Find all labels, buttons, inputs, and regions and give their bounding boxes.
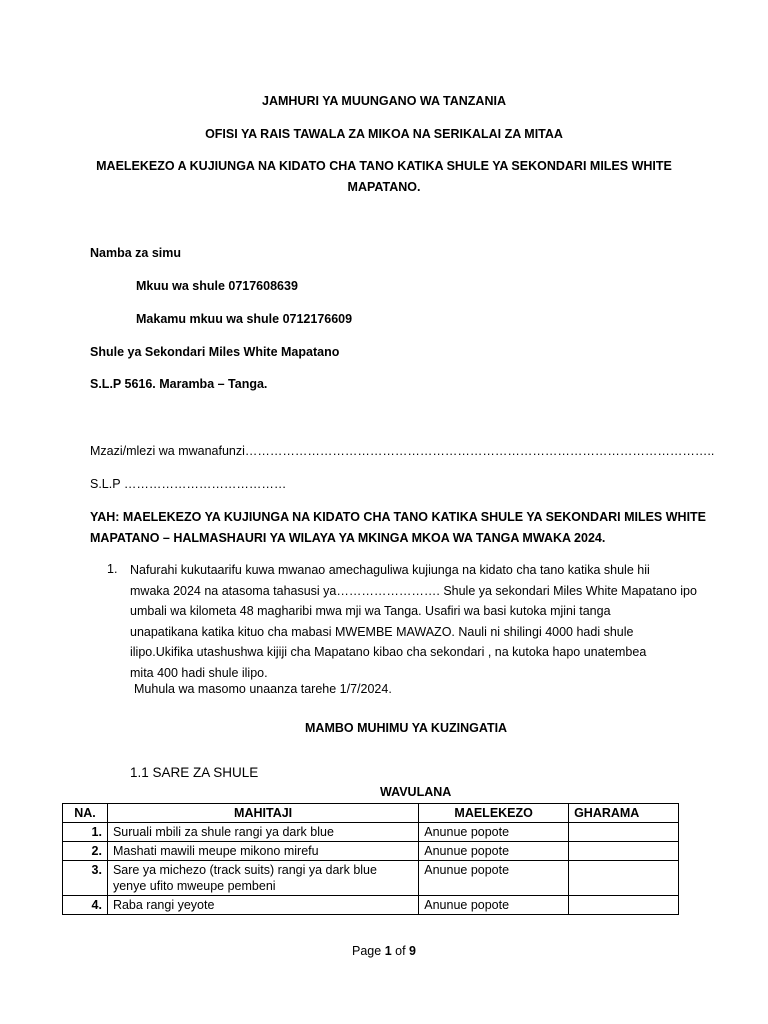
paragraph-line: unapatikana katika kituo cha mabasi MWEMBE MAWAZO. Nauli ni shilingi 4000 hadi shule [130, 624, 634, 639]
header-republic: JAMHURI YA MUUNGANO WA TANZANIA [262, 94, 506, 108]
paragraph-line: ilipo.Ukifika utashushwa kijiji cha Mapatano kibao cha sekondari , na kutoka hapo unatembea [130, 645, 647, 659]
item-paragraph [130, 560, 697, 683]
subject-line2: MAPATANO – HALMASHAURI YA WILAYA YA MKINGA MKOA WA TANGA MWAKA 2024. [90, 531, 606, 545]
column-header-requirement: MAHITAJI [107, 804, 418, 823]
guardian-line: Mzazi/mlezi wa mwanafunzi………………………………………………………………………………………………….. [90, 444, 715, 458]
paragraph-line: Nafurahi kukutaarifu kuwa mwanao amechaguliwa kujiunga na kidato cha tano katika shule hii [130, 563, 650, 577]
table-row [63, 823, 679, 842]
paragraph-line: mita 400 hadi shule ilipo. [130, 665, 268, 680]
row-direction: Anunue popote [419, 842, 569, 861]
current-page-number: 1 [384, 944, 392, 958]
page-footer [0, 944, 768, 958]
header-office: OFISI YA RAIS TAWALA ZA MIKOA NA SERIKALAI ZA MITAA [205, 127, 563, 141]
document-title-line2: MAPATANO. [347, 180, 421, 194]
phone-numbers-label: Namba za simu [90, 246, 182, 260]
row-direction: Anunue popote [419, 823, 569, 842]
item-number: 1. [107, 562, 118, 576]
column-header-direction: MAELEKEZO [419, 804, 569, 823]
table-row [63, 842, 679, 861]
row-requirement: Raba rangi yeyote [107, 896, 418, 915]
subject-line1: YAH: MAELEKEZO YA KUJIUNGA NA KIDATO CHA TANO KATIKA SHULE YA SEKONDARI MILES WHITE [90, 510, 707, 524]
school-address: S.L.P 5616. Maramba – Tanga. [90, 377, 268, 391]
row-number: 3. [63, 861, 108, 896]
row-direction: Anunue popote [419, 896, 569, 915]
row-number: 2. [63, 842, 108, 861]
row-direction: Anunue popote [419, 861, 569, 896]
row-cost [569, 861, 679, 896]
table-row [63, 861, 679, 896]
page-of-label: of [391, 944, 410, 958]
paragraph-line: mwaka 2024 na atasoma tahasusi ya……………………. Shule ya sekondari Miles White Mapatano ipo [130, 583, 697, 598]
row-requirement-line2: yenye ufito mweupe pembeni [112, 879, 276, 893]
row-number: 4. [63, 896, 108, 915]
row-requirement [107, 861, 418, 896]
row-cost [569, 823, 679, 842]
document-title-line1: MAELEKEZO A KUJIUNGA NA KIDATO CHA TANO KATIKA SHULE YA SEKONDARI MILES WHITE [96, 159, 672, 173]
row-requirement: Suruali mbili za shule rangi ya dark blue [107, 823, 418, 842]
requirements-table [62, 803, 679, 915]
paragraph-line: umbali wa kilometa 48 magharibi mwa mji wa Tanga. Usafiri wa basi kutoka mjini tanga [130, 604, 611, 618]
row-cost [569, 896, 679, 915]
guardian-address-line: S.L.P ………………………………… [90, 477, 287, 491]
column-header-no: NA. [63, 804, 108, 823]
school-name: Shule ya Sekondari Miles White Mapatano [90, 345, 340, 359]
column-header-cost: GHARAMA [569, 804, 679, 823]
row-requirement: Mashati mawili meupe mikono mirefu [107, 842, 418, 861]
table-header-row [63, 804, 679, 823]
deputy-head-phone: Makamu mkuu wa shule 0712176609 [136, 312, 353, 326]
page-label: Page [352, 944, 385, 958]
head-teacher-phone: Mkuu wa shule 0717608639 [136, 279, 298, 293]
row-requirement-line1: Sare ya michezo (track suits) rangi ya dark blue [112, 863, 377, 877]
subsection-title: 1.1 SARE ZA SHULE [130, 765, 259, 780]
section-title: MAMBO MUHIMU YA KUZINGATIA [305, 721, 508, 735]
row-cost [569, 842, 679, 861]
table-caption: WAVULANA [380, 785, 452, 799]
row-number: 1. [63, 823, 108, 842]
table-row [63, 896, 679, 915]
total-pages-number: 9 [409, 944, 416, 958]
term-start: Muhula wa masomo unaanza tarehe 1/7/2024. [134, 682, 392, 696]
